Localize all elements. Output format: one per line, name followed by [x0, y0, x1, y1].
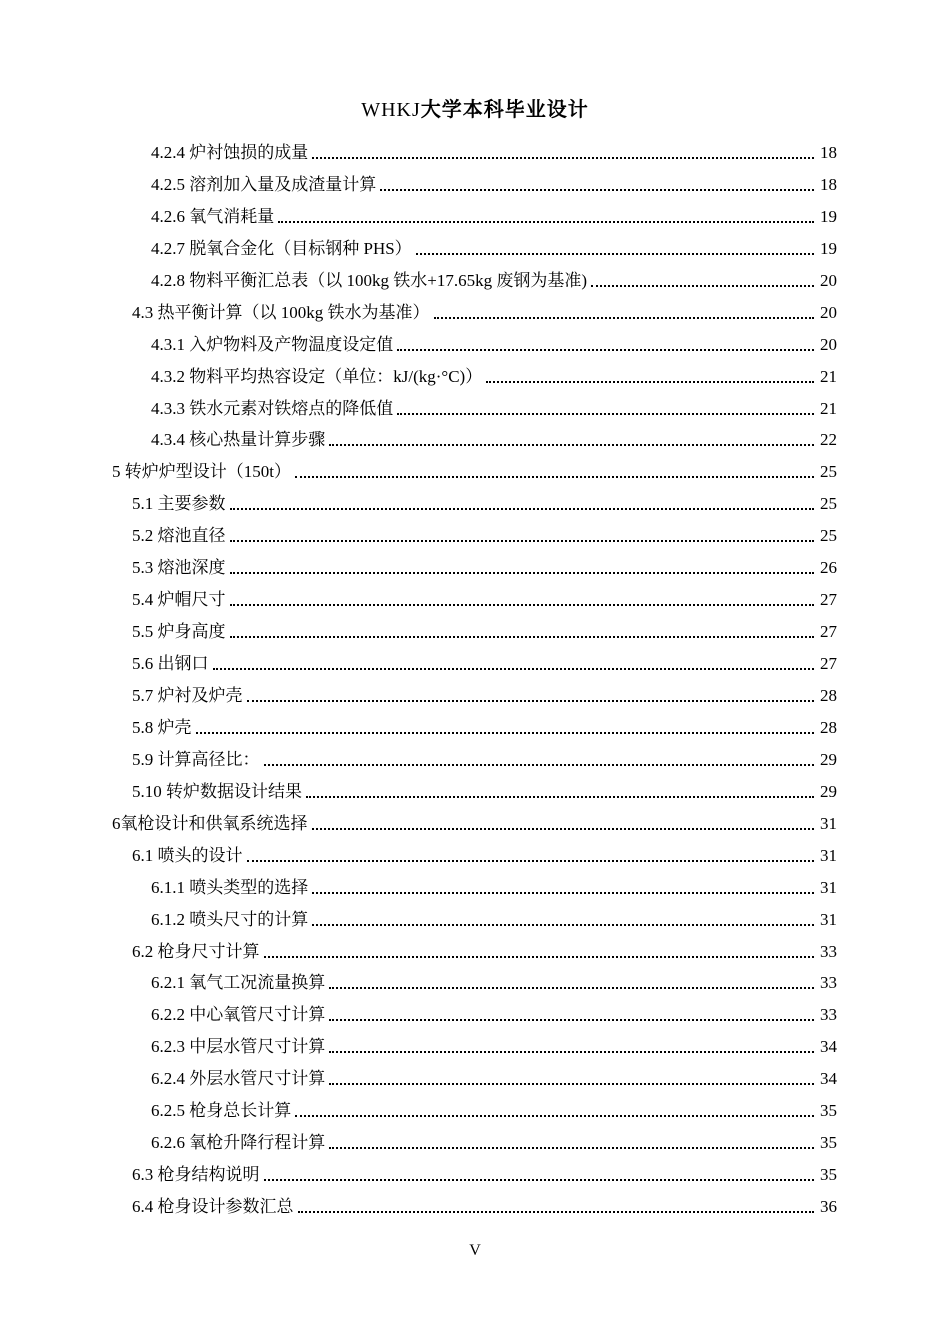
toc-entry-title: 4.3.4 核心热量计算步骤 [151, 430, 326, 450]
toc-entry[interactable] [151, 140, 837, 164]
toc-entry[interactable] [151, 1098, 837, 1122]
toc-entry[interactable] [151, 427, 837, 451]
toc-entry-title: 4.2.5 溶剂加入量及成渣量计算 [151, 174, 377, 194]
toc-entry[interactable] [151, 1066, 837, 1090]
toc-entry-page: 25 [820, 462, 837, 482]
toc-entry-page: 28 [820, 685, 837, 705]
toc-entry-page: 26 [820, 558, 837, 578]
toc-entry-page: 25 [820, 494, 837, 514]
toc-entry[interactable] [151, 236, 837, 260]
toc-dot-leader [329, 1019, 814, 1021]
toc-entry[interactable] [132, 715, 837, 739]
header-latin: WHKJ [361, 99, 421, 121]
toc-entry-title: 5.3 熔池深度 [132, 558, 226, 578]
toc-dot-leader [295, 476, 814, 478]
toc-entry[interactable] [112, 811, 837, 835]
toc-entry-page: 31 [820, 813, 837, 833]
toc-dot-leader [230, 604, 815, 606]
toc-dot-leader [312, 924, 814, 926]
toc-entry-title: 6.2.3 中层水管尺寸计算 [151, 1037, 326, 1057]
toc-entry-page: 19 [820, 238, 837, 258]
toc-dot-leader [380, 189, 814, 191]
toc-entry[interactable] [132, 619, 837, 643]
toc-entry[interactable] [151, 332, 837, 356]
toc-entry[interactable] [132, 651, 837, 675]
toc-dot-leader [264, 1179, 815, 1181]
toc-entry-title: 6.1 喷头的设计 [132, 845, 243, 865]
toc-entry-title: 5.1 主要参数 [132, 494, 226, 514]
toc-entry-page: 20 [820, 302, 837, 322]
toc-dot-leader [278, 221, 814, 223]
toc-entry-page: 28 [820, 717, 837, 737]
toc-entry-page: 25 [820, 526, 837, 546]
toc-entry-page: 33 [820, 941, 837, 961]
toc-entry-title: 6.1.1 喷头类型的选择 [151, 877, 309, 897]
toc-entry-page: 29 [820, 749, 837, 769]
toc-entry-title: 4.2.8 物料平衡汇总表（以 100kg 铁水+17.65kg 废钢为基准) [151, 270, 587, 290]
toc-entry-title: 4.3.3 铁水元素对铁熔点的降低值 [151, 398, 394, 418]
toc-entry-title: 5.2 熔池直径 [132, 526, 226, 546]
toc-entry-page: 18 [820, 143, 837, 162]
toc-entry-title: 5.9 计算高径比： [132, 749, 260, 769]
toc-entry[interactable] [151, 204, 837, 228]
toc-entry-title: 5.8 炉壳 [132, 717, 192, 737]
toc-entry-title: 6.2.5 枪身总长计算 [151, 1101, 292, 1121]
toc-dot-leader [306, 796, 814, 798]
toc-entry-page: 33 [820, 973, 837, 993]
toc-entry-title: 5.10 转炉数据设计结果 [132, 781, 302, 801]
toc-entry-page: 35 [820, 1165, 837, 1185]
toc-entry-page: 31 [820, 877, 837, 897]
toc-entry-page: 31 [820, 909, 837, 929]
toc-entry[interactable] [151, 364, 837, 388]
toc-dot-leader [434, 317, 815, 319]
toc-dot-leader [329, 1051, 814, 1053]
toc-entry-title: 6.1.2 喷头尺寸的计算 [151, 909, 309, 929]
toc-dot-leader [230, 636, 815, 638]
toc-dot-leader [213, 668, 815, 670]
toc-entry-page: 29 [820, 781, 837, 801]
toc-entry[interactable] [132, 843, 837, 867]
toc-entry[interactable] [132, 491, 837, 515]
toc-entry-title: 6.2.2 中心氧管尺寸计算 [151, 1005, 326, 1025]
toc-entry-page: 21 [820, 366, 837, 386]
toc-entry-title: 4.2.4 炉衬蚀损的成量 [151, 143, 309, 162]
header-title: 大学本科毕业设计 [420, 99, 589, 121]
toc-entry[interactable] [132, 1194, 837, 1218]
toc-entry[interactable] [151, 268, 837, 292]
toc-dot-leader [591, 285, 814, 287]
page-header [0, 93, 950, 122]
toc-entry-page: 18 [820, 174, 837, 194]
toc-entry-title: 6.2.1 氧气工况流量换算 [151, 973, 326, 993]
toc-entry[interactable] [132, 300, 837, 324]
toc-entry-page: 35 [820, 1101, 837, 1121]
toc-entry[interactable] [112, 459, 837, 483]
toc-entry-title: 4.3.2 物料平均热容设定（单位：kJ/(kg·°C)） [151, 366, 483, 386]
toc-entry-page: 22 [820, 430, 837, 450]
toc-entry-title: 6.2.4 外层水管尺寸计算 [151, 1069, 326, 1089]
toc-dot-leader [486, 381, 814, 383]
toc-entry[interactable] [132, 747, 837, 771]
toc-dot-leader [264, 956, 815, 958]
toc-dot-leader [264, 764, 815, 766]
toc-dot-leader [329, 987, 814, 989]
toc-dot-leader [416, 253, 814, 255]
toc-dot-leader [329, 1147, 814, 1149]
toc-entry[interactable] [132, 555, 837, 579]
toc-entry-page: 34 [820, 1037, 837, 1057]
toc-entry[interactable] [151, 970, 837, 994]
toc-entry-page: 33 [820, 1005, 837, 1025]
toc-entry-title: 5 转炉炉型设计（150t） [112, 462, 291, 482]
toc-dot-leader [247, 860, 815, 862]
toc-dot-leader [312, 892, 814, 894]
toc-entry-page: 35 [820, 1133, 837, 1153]
toc-entry[interactable] [151, 907, 837, 931]
toc-dot-leader [298, 1211, 815, 1213]
toc-entry-page: 27 [820, 590, 837, 610]
toc-entry-title: 5.7 炉衬及炉壳 [132, 685, 243, 705]
toc-entry-page: 34 [820, 1069, 837, 1089]
toc-entry[interactable] [151, 172, 837, 196]
toc-dot-leader [230, 572, 815, 574]
toc-entry[interactable] [132, 779, 837, 803]
page-number: V [469, 1242, 481, 1259]
toc-entry-title: 6.3 枪身结构说明 [132, 1165, 260, 1185]
toc-entry-title: 4.3.1 入炉物料及产物温度设定值 [151, 334, 394, 354]
toc-dot-leader [196, 732, 815, 734]
toc-entry[interactable] [151, 1130, 837, 1154]
toc-entry[interactable] [132, 1162, 837, 1186]
toc-entry-title: 5.6 出钢口 [132, 654, 209, 674]
toc-entry-title: 5.5 炉身高度 [132, 622, 226, 642]
toc-entry-page: 20 [820, 334, 837, 354]
toc-entry[interactable] [151, 1034, 837, 1058]
toc-dot-leader [295, 1115, 814, 1117]
toc-entry[interactable] [132, 683, 837, 707]
toc-entry[interactable] [132, 587, 837, 611]
toc-entry-title: 4.2.7 脱氧合金化（目标钢种 PHS） [151, 238, 412, 258]
toc-entry[interactable] [151, 1002, 837, 1026]
toc-entry-title: 4.3 热平衡计算（以 100kg 铁水为基准） [132, 302, 430, 322]
toc-entry[interactable] [132, 939, 837, 963]
toc-entry-page: 27 [820, 622, 837, 642]
toc-entry[interactable] [132, 523, 837, 547]
toc-dot-leader [312, 157, 814, 159]
toc-dot-leader [247, 700, 815, 702]
toc-entry-title: 6氧枪设计和供氧系统选择 [112, 813, 308, 833]
toc-dot-leader [329, 1083, 814, 1085]
toc-entry-page: 36 [820, 1197, 837, 1217]
toc-dot-leader [329, 444, 814, 446]
toc-entry-title: 4.2.6 氧气消耗量 [151, 206, 275, 226]
toc-entry-page: 21 [820, 398, 837, 418]
toc-dot-leader [230, 508, 815, 510]
toc-entry-title: 6.4 枪身设计参数汇总 [132, 1197, 294, 1217]
toc-dot-leader [397, 413, 814, 415]
toc-entry-page: 31 [820, 845, 837, 865]
toc-entry-page: 27 [820, 654, 837, 674]
toc-entry-page: 19 [820, 206, 837, 226]
toc-entry[interactable] [151, 396, 837, 420]
toc-dot-leader [312, 828, 815, 830]
toc-entry-title: 6.2 枪身尺寸计算 [132, 941, 260, 961]
toc-entry-page: 20 [820, 270, 837, 290]
toc-entry-title: 5.4 炉帽尺寸 [132, 590, 226, 610]
toc-dot-leader [230, 540, 815, 542]
toc-entry-title: 6.2.6 氧枪升降行程计算 [151, 1133, 326, 1153]
toc-entry[interactable] [151, 875, 837, 899]
toc-dot-leader [397, 349, 814, 351]
